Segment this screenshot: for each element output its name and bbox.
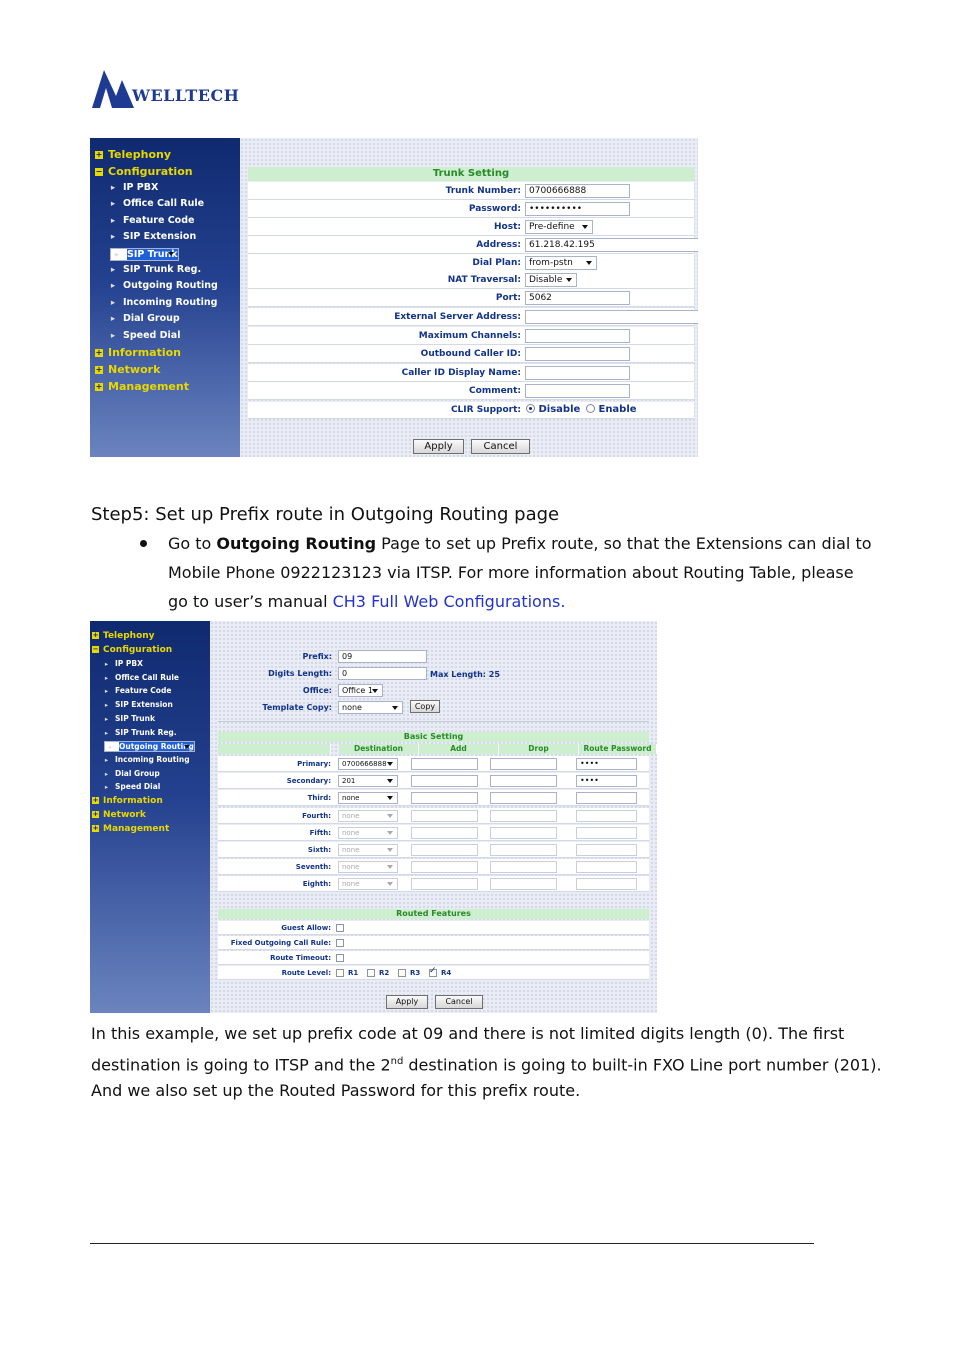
- nav-label: Incoming Routing: [115, 754, 190, 764]
- nav-label: Telephony: [103, 631, 155, 641]
- nav-office-call-rule[interactable]: [104, 673, 179, 682]
- route-level-r4-label: R4: [441, 969, 452, 977]
- route-level-r2-checkbox[interactable]: [367, 969, 375, 977]
- field-label: Outbound Caller ID:: [420, 349, 521, 359]
- nav-label: SIP Trunk: [115, 713, 155, 723]
- nav-label: Dial Group: [123, 313, 180, 325]
- nav-label: Office Call Rule: [123, 198, 205, 210]
- clir-label: CLIR Support:: [450, 405, 521, 415]
- maximum-channels-input[interactable]: [525, 329, 630, 343]
- nav-ip-pbx[interactable]: [110, 182, 158, 193]
- column-spacer: [218, 744, 331, 754]
- caller-id-display-name-input[interactable]: [525, 366, 630, 380]
- collapse-icon[interactable]: −: [95, 167, 103, 176]
- sidebar: [90, 138, 240, 457]
- nav-sip-trunk[interactable]: [110, 248, 179, 261]
- route-timeout-label: Route Timeout:: [270, 954, 331, 962]
- nav-information[interactable]: [95, 346, 181, 359]
- nav-speed-dial[interactable]: [110, 330, 180, 341]
- arrow-right-icon: ▸: [104, 783, 109, 792]
- nav-label: Information: [108, 346, 181, 359]
- copy-button[interactable]: Copy: [410, 700, 440, 713]
- nav-outgoing-routing[interactable]: [110, 280, 218, 291]
- destination-select: none: [338, 878, 398, 890]
- office-label: Office:: [302, 686, 332, 695]
- field-label: External Server Address:: [394, 312, 521, 322]
- nav-label: SIP Trunk: [127, 248, 178, 260]
- add-input: [411, 827, 478, 839]
- manual-link[interactable]: CH3 Full Web Configurations.: [332, 592, 566, 611]
- expand-icon[interactable]: +: [92, 824, 99, 832]
- field-label: Port:: [495, 293, 521, 303]
- nat-traversal-select[interactable]: Disable: [525, 273, 577, 287]
- route-level-r1-checkbox[interactable]: [336, 969, 344, 977]
- field-label: Trunk Number:: [445, 186, 521, 196]
- logo-text: WELLTECH: [132, 86, 240, 105]
- nav-label: Configuration: [108, 165, 193, 178]
- nav-sip-trunk-reg[interactable]: [104, 728, 177, 737]
- field-label: Comment:: [469, 386, 521, 396]
- route-level-r1-label: R1: [348, 969, 359, 977]
- nav-label: Network: [108, 363, 161, 376]
- route-password-input: [576, 810, 637, 822]
- route-password-input: [576, 844, 637, 856]
- add-input: [411, 810, 478, 822]
- drop-input: [490, 810, 557, 822]
- clir-disable-radio[interactable]: [526, 404, 535, 413]
- nav-label: SIP Extension: [123, 231, 197, 243]
- arrow-right-icon: ▸: [110, 183, 116, 193]
- nav-configuration[interactable]: [92, 645, 172, 655]
- nav-label: SIP Trunk Reg.: [123, 264, 202, 275]
- bullet-line-2: Mobile Phone 0922123123 via ITSP. For more information about Routing Table, please: [168, 563, 854, 582]
- fixed-rule-checkbox[interactable]: [336, 939, 344, 947]
- max-length-text: Max Length: 25: [430, 670, 500, 679]
- template-copy-label: Template Copy:: [262, 703, 332, 712]
- drop-input: [490, 878, 557, 890]
- trunk-number-input[interactable]: 0700666888: [525, 184, 630, 198]
- route-level-r4-checkbox[interactable]: [429, 969, 437, 977]
- destination-select: none: [338, 810, 398, 822]
- expand-icon[interactable]: +: [95, 365, 103, 374]
- destination-select[interactable]: 0700666888: [338, 758, 398, 770]
- expand-icon[interactable]: +: [92, 796, 99, 804]
- field-label: Caller ID Display Name:: [401, 368, 521, 378]
- external-server-address-input[interactable]: [525, 310, 698, 324]
- content-panel: [240, 138, 698, 457]
- nav-ip-pbx[interactable]: [104, 659, 143, 668]
- nav-label: Feature Code: [115, 686, 172, 696]
- paragraph-line-2: destination is going to ITSP and the 2nd destination is going to built-in FXO Line port number (201).: [91, 1055, 882, 1075]
- collapse-icon[interactable]: −: [92, 645, 99, 653]
- paragraph-line-3: And we also set up the Routed Password for this prefix route.: [91, 1081, 581, 1100]
- destination-select: none: [338, 861, 398, 873]
- guest-allow-checkbox[interactable]: [336, 924, 344, 932]
- route-label: Primary:: [297, 760, 331, 768]
- nav-label: IP PBX: [123, 182, 159, 193]
- add-input[interactable]: [411, 758, 478, 770]
- route-level-r3-checkbox[interactable]: [398, 969, 406, 977]
- drop-input[interactable]: [490, 758, 557, 770]
- nav-incoming-routing[interactable]: [104, 755, 190, 764]
- field-label: Password:: [468, 204, 521, 214]
- guest-allow-label: Guest Allow:: [281, 924, 331, 932]
- nav-sip-extension[interactable]: [110, 231, 196, 242]
- column-header-add: Add: [419, 744, 499, 754]
- route-password-input[interactable]: ••••: [576, 758, 637, 770]
- arrow-right-icon: ▸: [104, 714, 109, 723]
- route-timeout-checkbox[interactable]: [336, 954, 344, 962]
- outbound-caller-id-input[interactable]: [525, 347, 630, 361]
- nav-network[interactable]: [92, 810, 146, 820]
- arrow-right-icon: ▸: [110, 330, 116, 341]
- nav-label: Incoming Routing: [123, 296, 218, 308]
- nav-label: Dial Group: [115, 768, 160, 778]
- welltech-logo: [90, 66, 268, 110]
- arrow-right-icon: ▸: [114, 249, 120, 260]
- nav-speed-dial[interactable]: [104, 782, 160, 791]
- nav-label: Speed Dial: [115, 782, 161, 792]
- nav-feature-code[interactable]: [104, 686, 171, 695]
- step5-heading: Step5: Set up Prefix route in Outgoing Routing page: [91, 504, 560, 525]
- route-password-input[interactable]: ••••: [576, 775, 637, 787]
- address-input[interactable]: 61.218.42.195: [525, 238, 698, 252]
- route-password-input: [576, 827, 637, 839]
- drop-input: [490, 844, 557, 856]
- nav-label: Network: [103, 810, 146, 820]
- expand-icon[interactable]: +: [95, 150, 103, 159]
- route-password-input: [576, 878, 637, 890]
- dial-plan-select[interactable]: from-pstn: [525, 256, 597, 270]
- route-level-r3-label: R3: [410, 969, 421, 977]
- route-label: Fourth:: [302, 811, 331, 820]
- nav-label: Feature Code: [123, 214, 195, 226]
- prefix-label: Prefix:: [302, 652, 332, 661]
- arrow-right-icon: ▸: [110, 265, 116, 275]
- nav-outgoing-routing[interactable]: [104, 741, 195, 752]
- nav-management[interactable]: [92, 824, 169, 834]
- cancel-button[interactable]: Cancel: [435, 995, 483, 1009]
- fixed-rule-label: Fixed Outgoing Call Rule:: [230, 939, 331, 947]
- nav-label: Management: [108, 380, 189, 393]
- apply-button[interactable]: Apply: [386, 995, 428, 1009]
- nav-feature-code[interactable]: [110, 215, 194, 226]
- column-header-drop: Drop: [499, 744, 579, 754]
- route-label: Secondary:: [286, 777, 331, 786]
- comment-input[interactable]: [525, 384, 630, 398]
- nav-label: SIP Extension: [115, 700, 173, 710]
- field-label: NAT Traversal:: [447, 275, 521, 285]
- paragraph-line-1: In this example, we set up prefix code at 09 and there is not limited digits length (0). The first: [91, 1024, 845, 1043]
- nav-configuration[interactable]: [95, 165, 193, 178]
- expand-icon[interactable]: +: [95, 382, 103, 391]
- password-input[interactable]: ••••••••••: [525, 202, 630, 216]
- nav-sip-trunk-reg[interactable]: [110, 264, 201, 275]
- add-input[interactable]: [411, 792, 478, 804]
- nav-sip-trunk[interactable]: [104, 714, 155, 723]
- arrow-right-icon: ▸: [104, 755, 109, 764]
- drop-input[interactable]: [490, 775, 557, 787]
- destination-select[interactable]: none: [338, 792, 398, 804]
- arrow-right-icon: ▸: [108, 743, 113, 752]
- arrow-right-icon: ▸: [104, 660, 109, 668]
- drop-input: [490, 861, 557, 873]
- prefix-input[interactable]: 09: [338, 650, 427, 663]
- outgoing-routing-screenshot: [90, 621, 657, 1013]
- field-label: Address:: [476, 240, 521, 250]
- nav-label: Management: [103, 824, 170, 834]
- arrow-right-icon: ▸: [110, 232, 116, 243]
- nav-information[interactable]: [92, 796, 163, 806]
- arrow-right-icon: ▸: [104, 728, 109, 737]
- nav-label: Outgoing Routing: [119, 742, 194, 752]
- nav-label: SIP Trunk Reg.: [115, 727, 177, 737]
- sidebar: [90, 621, 210, 1013]
- arrow-right-icon: ▸: [104, 673, 109, 682]
- template-copy-select[interactable]: none: [338, 701, 403, 714]
- nav-label: Speed Dial: [123, 329, 181, 341]
- digits-length-label: Digits Length:: [268, 669, 332, 678]
- content-panel: [210, 621, 657, 1013]
- nav-label: IP PBX: [115, 659, 143, 668]
- drop-input: [490, 827, 557, 839]
- route-password-input[interactable]: [576, 792, 637, 804]
- nav-label: Information: [103, 796, 163, 806]
- nav-office-call-rule[interactable]: [110, 198, 204, 209]
- clir-enable-option[interactable]: Enable: [586, 404, 637, 415]
- arrow-right-icon: ▸: [110, 297, 116, 308]
- destination-select: none: [338, 827, 398, 839]
- bullet-line-3: go to user’s manual CH3 Full Web Configurations.: [168, 592, 566, 611]
- drop-input[interactable]: [490, 792, 557, 804]
- field-label: Dial Plan:: [472, 258, 521, 268]
- expand-icon[interactable]: +: [95, 348, 103, 357]
- bullet-line-1: Go to Outgoing Routing Page to set up Prefix route, so that the Extensions can dial to: [168, 534, 872, 553]
- arrow-right-icon: ▸: [110, 281, 116, 292]
- routed-features-header: Routed Features: [218, 909, 649, 919]
- add-input[interactable]: [411, 775, 478, 787]
- route-label: Third:: [307, 794, 331, 803]
- office-select[interactable]: Office 1: [338, 684, 383, 697]
- nav-telephony[interactable]: [92, 631, 155, 641]
- route-level-r2-label: R2: [379, 969, 390, 977]
- nav-label: Office Call Rule: [115, 672, 179, 682]
- clir-disable-option[interactable]: Disable: [526, 404, 580, 415]
- add-input: [411, 861, 478, 873]
- nav-telephony[interactable]: [95, 148, 171, 161]
- divider: [218, 721, 649, 722]
- bullet-icon: [140, 540, 147, 547]
- column-header-destination: Destination: [339, 744, 419, 754]
- route-label: Seventh:: [295, 863, 331, 872]
- arrow-right-icon: ▸: [110, 199, 116, 210]
- route-label: Fifth:: [309, 828, 331, 837]
- add-input: [411, 878, 478, 890]
- route-level-label: Route Level:: [281, 969, 331, 977]
- field-label: Maximum Channels:: [418, 331, 521, 341]
- expand-icon[interactable]: +: [92, 810, 99, 818]
- digits-length-input[interactable]: 0: [338, 667, 427, 680]
- nav-network[interactable]: [95, 363, 160, 376]
- cancel-button[interactable]: Cancel: [471, 439, 530, 454]
- column-header-route-password: Route Password: [579, 744, 657, 754]
- apply-button[interactable]: Apply: [413, 439, 464, 454]
- port-input[interactable]: 5062: [525, 291, 630, 305]
- nav-sip-extension[interactable]: [104, 700, 173, 709]
- nav-dial-group[interactable]: [110, 313, 180, 324]
- arrow-right-icon: ▸: [104, 701, 109, 710]
- arrow-right-icon: ▸: [104, 769, 109, 778]
- route-label: Eighth:: [302, 880, 331, 889]
- nav-incoming-routing[interactable]: [110, 297, 217, 308]
- arrow-right-icon: ▸: [110, 215, 116, 226]
- basic-setting-header: Basic Setting: [218, 732, 649, 742]
- trunk-setting-header: Trunk Setting: [248, 167, 694, 181]
- arrow-right-icon: ▸: [110, 314, 116, 325]
- nav-dial-group[interactable]: [104, 769, 160, 778]
- route-label: Sixth:: [307, 846, 331, 854]
- field-label: Host:: [494, 222, 521, 232]
- nav-label: Outgoing Routing: [123, 280, 218, 292]
- expand-icon[interactable]: +: [92, 631, 99, 639]
- trunk-setting-screenshot: [90, 138, 698, 457]
- nav-management[interactable]: [95, 380, 189, 393]
- destination-select[interactable]: 201: [338, 775, 398, 787]
- add-input: [411, 844, 478, 856]
- host-select[interactable]: Pre-define: [525, 220, 593, 234]
- nav-label: Telephony: [108, 148, 171, 161]
- clir-enable-radio[interactable]: [586, 404, 595, 413]
- destination-select: none: [338, 844, 398, 856]
- footer-rule: [90, 1243, 814, 1244]
- route-password-input: [576, 861, 637, 873]
- logo-mark-icon: [90, 66, 136, 110]
- nav-label: Configuration: [103, 645, 173, 655]
- arrow-right-icon: ▸: [104, 687, 109, 696]
